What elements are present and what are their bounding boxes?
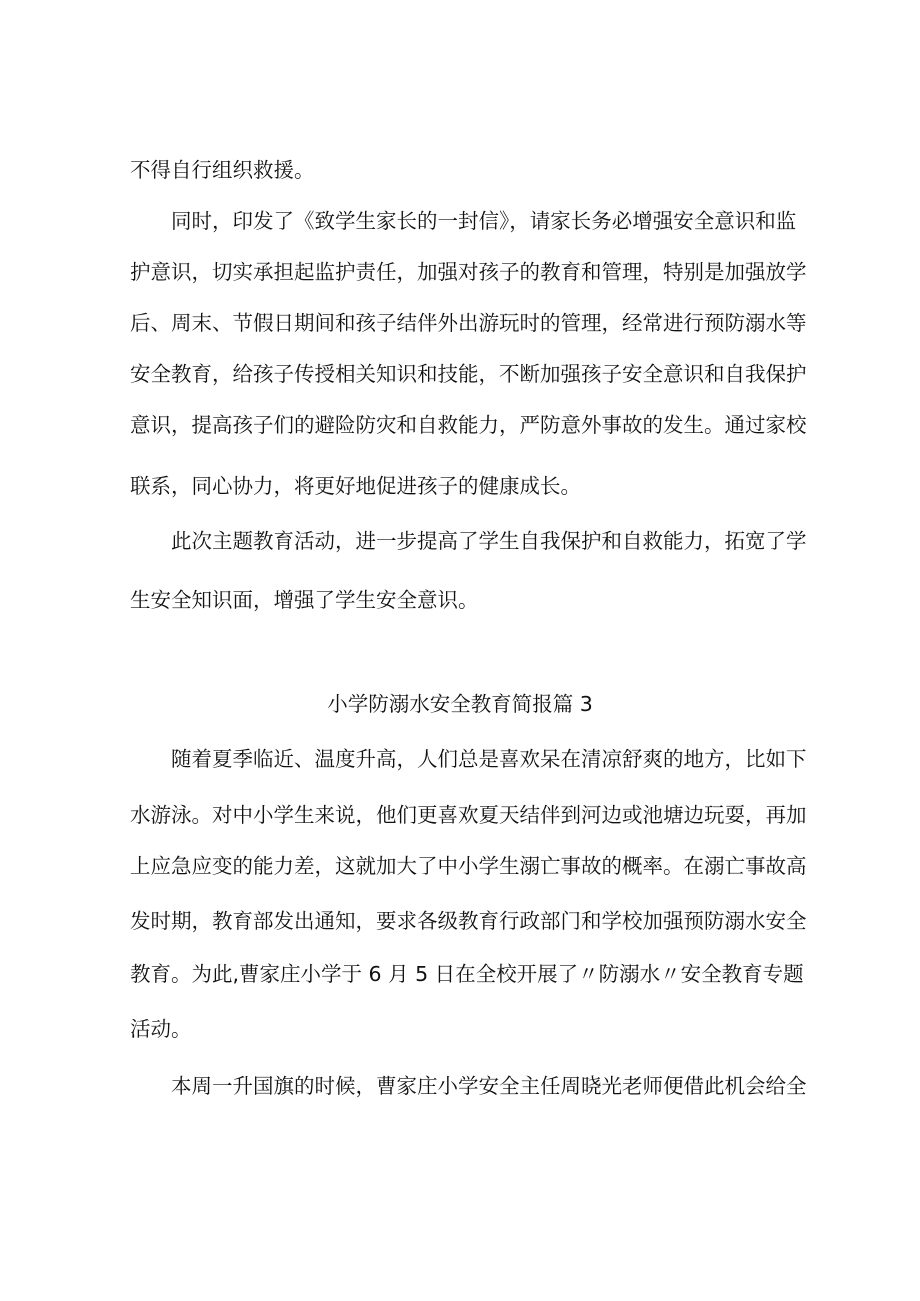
- paragraph-4-line-1: 随着夏季临近、温度升高，人们总是喜欢呆在清凉舒爽的地方，比如下: [171, 747, 807, 771]
- paragraph-5-line-1: 本周一升国旗的时候，曹家庄小学安全主任周晓光老师便借此机会给全: [171, 1074, 807, 1098]
- paragraph-1-line-1: 不得自行组织救援。: [130, 158, 315, 182]
- paragraph-2-line-2: 护意识，切实承担起监护责任，加强对孩子的教育和管理，特别是加强放学: [130, 260, 807, 284]
- paragraph-4-line-6: 活动。: [130, 1017, 192, 1041]
- paragraph-4-line-4: 发时期，教育部发出通知，要求各级教育行政部门和学校加强预防溺水安全: [130, 909, 807, 933]
- paragraph-2-line-5: 意识，提高孩子们的避险防灾和自救能力，严防意外事故的发生。通过家校: [130, 413, 807, 437]
- paragraph-2-line-1: 同时，印发了《致学生家长的一封信》，请家长务必增强安全意识和监: [171, 209, 797, 233]
- paragraph-3-line-2: 生安全知识面，增强了学生安全意识。: [130, 588, 479, 612]
- paragraph-3-line-1: 此次主题教育活动，进一步提高了学生自我保护和自救能力，拓宽了学: [171, 529, 807, 553]
- paragraph-2-line-3: 后、周末、节假日期间和孩子结伴外出游玩时的管理，经常进行预防溺水等: [130, 311, 807, 335]
- paragraph-4-line-5: 教育。为此,曹家庄小学于 6 月 5 日在全校开展了〃防溺水〃安全教育专题: [130, 962, 804, 986]
- section-heading: 小学防溺水安全教育简报篇 3: [327, 692, 593, 716]
- paragraph-4-line-3: 上应急应变的能力差，这就加大了中小学生溺亡事故的概率。在溺亡事故高: [130, 854, 807, 878]
- paragraph-2-line-4: 安全教育，给孩子传授相关知识和技能，不断加强孩子安全意识和自我保护: [130, 362, 807, 386]
- paragraph-2-line-6: 联系，同心协力，将更好地促进孩子的健康成长。: [130, 474, 581, 498]
- paragraph-4-line-2: 水游泳。对中小学生来说，他们更喜欢夏天结伴到河边或池塘边玩耍，再加: [130, 803, 807, 827]
